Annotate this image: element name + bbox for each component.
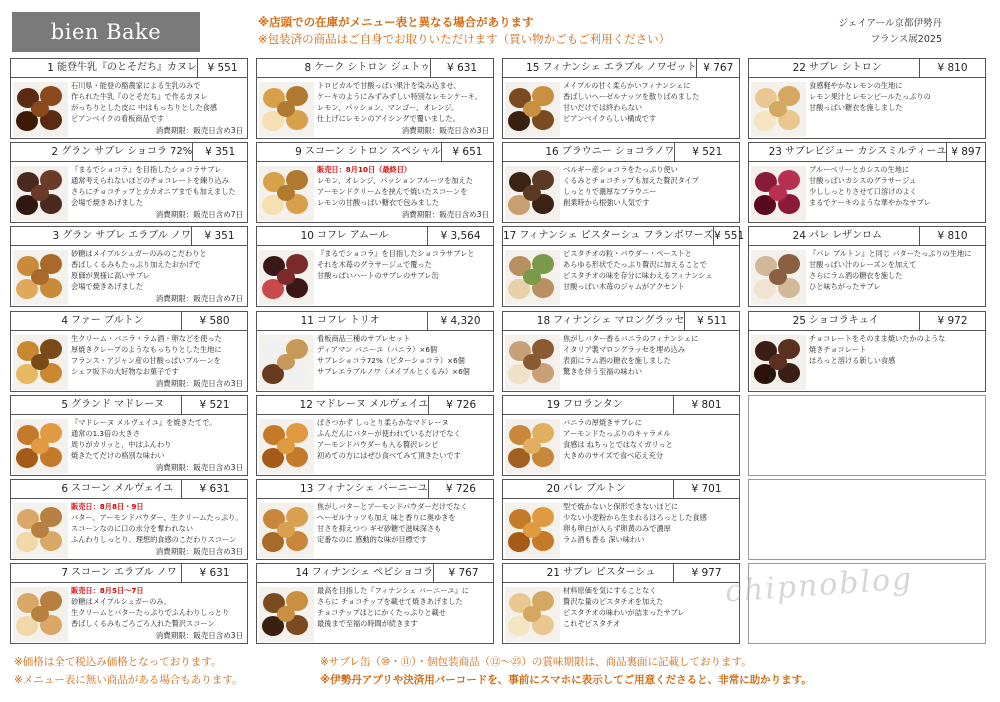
description-line: 砂糖はメイプルシュガーのみのこだわりと bbox=[71, 249, 207, 259]
item-header bbox=[503, 564, 739, 583]
item-number: 25 bbox=[792, 314, 806, 327]
description-line: ほろっと溶ける新しい食感 bbox=[809, 355, 896, 365]
item-name: ブラウニー ショコラノワ bbox=[561, 146, 675, 158]
item-price: ¥ 351 bbox=[191, 227, 247, 245]
item-description bbox=[71, 80, 243, 124]
expiry-note: 消費期限：販売日含め3日 bbox=[401, 126, 489, 135]
product-photo bbox=[13, 419, 68, 474]
item-name: ケーク シトロン ジュトゥ bbox=[314, 62, 431, 73]
item-header bbox=[257, 396, 493, 415]
item-description bbox=[563, 248, 735, 292]
item-description bbox=[809, 248, 981, 292]
product-photo bbox=[13, 82, 68, 137]
product-photo bbox=[751, 82, 806, 137]
description-line: 最後まで至福の時間が続きます bbox=[317, 619, 418, 629]
product-photo bbox=[13, 166, 68, 221]
product-photo bbox=[505, 250, 560, 305]
description-line: 『マドレーヌ メルヴェイユ』を焼きたてで。 bbox=[71, 417, 217, 427]
item-header bbox=[11, 396, 247, 415]
description-line: 型で焼かないと保形できないほどに bbox=[563, 502, 679, 511]
item-price: ¥ 651 bbox=[441, 143, 493, 161]
footer-expiry-note: ※サブレ缶（⑩・⑪）・個包装商品（⑫〜㉕）の賞味期限は、商品裏面に記載しております。 bbox=[320, 656, 752, 668]
item-header bbox=[503, 396, 739, 415]
description-line: しっとりで濃厚なブラウニー bbox=[563, 187, 657, 197]
item-header bbox=[749, 227, 985, 246]
item-description bbox=[317, 417, 489, 461]
menu-item bbox=[256, 479, 494, 560]
item-price: ¥ 977 bbox=[673, 564, 739, 582]
item-number: 2 bbox=[51, 146, 59, 159]
description-line: ふんわりしっとり、理想的食感のこだわりスコーン bbox=[71, 535, 237, 544]
empty-slot bbox=[748, 395, 986, 476]
footer-menu-note: ※メニュー表に無い商品がある場合もあります。 bbox=[14, 674, 243, 686]
description-line: ひと味ちがったサブレ bbox=[809, 282, 881, 292]
item-header bbox=[503, 59, 739, 78]
description-line: 甘酸っぱいハートのサブレのサブレ缶 bbox=[317, 271, 439, 281]
description-line: 原価が異様に高いサブレ bbox=[71, 271, 150, 281]
item-header bbox=[503, 312, 739, 331]
description-line: 甘酸っぱいカシスのグラサージュ bbox=[809, 176, 917, 186]
description-line: 会場で焼きあげました bbox=[71, 282, 143, 292]
item-header bbox=[503, 227, 745, 246]
description-line: メイプルの甘く柔らかいフィナンシェに bbox=[563, 81, 691, 90]
menu-item bbox=[10, 395, 248, 476]
item-number: 10 bbox=[300, 230, 314, 243]
item-price: ¥ 701 bbox=[673, 480, 739, 498]
item-price: ¥ 4,320 bbox=[427, 312, 493, 330]
item-name: フィナンシェ バーニーユ bbox=[316, 483, 428, 494]
item-price: ¥ 521 bbox=[181, 396, 247, 414]
product-photo bbox=[505, 419, 560, 474]
menu-item bbox=[10, 226, 248, 307]
menu-item bbox=[10, 563, 248, 644]
description-line: バター、アーモンドパウダー、生クリームたっぷり。 bbox=[71, 513, 243, 522]
description-line: 食感は ねちっとではなくガリっと bbox=[563, 439, 673, 449]
description-line: ビアンベイクの看板商品です bbox=[71, 114, 165, 123]
product-photo bbox=[259, 335, 314, 390]
product-photo bbox=[259, 503, 314, 558]
item-description bbox=[71, 585, 243, 629]
item-number: 11 bbox=[300, 314, 314, 327]
watermark: chipnoblog bbox=[724, 561, 915, 610]
notice-packaged: ※包装済の商品はご自身でお取りいただけます（買い物かごもご利用ください） bbox=[258, 32, 671, 46]
description-line: イタリア製マロングラッセを埋め込み bbox=[563, 344, 685, 354]
item-description bbox=[809, 333, 981, 366]
menu-item bbox=[748, 226, 986, 307]
product-photo bbox=[13, 335, 68, 390]
description-line: 焼きチョコレート bbox=[809, 344, 867, 354]
item-header bbox=[11, 227, 247, 246]
description-line: 食感軽やかなレモンの生地に bbox=[809, 81, 903, 90]
description-line: アーモンドたっぷりのキャラメル bbox=[563, 428, 671, 438]
item-number: 4 bbox=[61, 314, 68, 327]
description-line: レモンの甘酸っぱい糖衣で包みました bbox=[317, 198, 440, 208]
item-description bbox=[71, 164, 243, 208]
item-description bbox=[71, 333, 243, 377]
description-line: レモン、オレンジ、パッションフルーツを加えた bbox=[317, 176, 473, 186]
description-line: レモン果汁とレモンピールたっぷりの bbox=[809, 92, 931, 101]
item-header bbox=[11, 312, 247, 331]
product-photo bbox=[505, 503, 560, 558]
description-line: 甘酸っぱい汁のレーズンを加えて bbox=[809, 260, 917, 270]
description-line: 看板商品三種のサブレセット bbox=[317, 333, 411, 343]
expiry-note: 消費期限：販売日含め3日 bbox=[155, 126, 243, 135]
product-photo bbox=[751, 250, 806, 305]
description-line: くるみとチョコチップも加えた贅沢タイプ bbox=[563, 176, 699, 186]
item-price: ¥ 521 bbox=[674, 143, 739, 161]
item-name: ショコラキュイ bbox=[809, 314, 879, 326]
description-line: 卵も卵白が入らず卵黄のみで濃厚 bbox=[563, 524, 671, 533]
menu-item bbox=[748, 311, 986, 392]
description-line: ブルーベリーとカシスの生地に bbox=[809, 165, 910, 175]
description-line: 『まるでショコラ』を目指したショコラサブレと bbox=[317, 249, 475, 259]
description-line: 生クリームとバターたっぷりでふんわりしっとり bbox=[71, 608, 230, 618]
menu-item bbox=[10, 479, 248, 560]
item-description bbox=[317, 501, 489, 545]
menu-item bbox=[256, 142, 494, 223]
item-header bbox=[749, 59, 985, 78]
item-number: 12 bbox=[299, 398, 313, 411]
item-header bbox=[11, 143, 247, 162]
expiry-note: 消費期限：販売日含め3日 bbox=[401, 210, 489, 220]
item-name: グランド マドレーヌ bbox=[71, 398, 165, 410]
description-line: アーモンドクリームを挟んで焼いたスコーンを bbox=[317, 187, 468, 197]
description-line: さらに チョコチップを載せて焼きあげました bbox=[317, 597, 463, 607]
description-line: 創業時から根強い人気です bbox=[563, 198, 650, 208]
item-number: 5 bbox=[61, 398, 68, 411]
description-line: これぞピスタチオ bbox=[563, 619, 621, 629]
menu-item bbox=[502, 395, 740, 476]
product-photo bbox=[259, 166, 314, 221]
product-photo bbox=[505, 82, 560, 137]
description-line: 厚焼きクレープのようなもっちりとした生地に bbox=[71, 344, 222, 354]
description-line: 少ない小麦粉から生まれるほろっとした食感 bbox=[563, 513, 707, 522]
expiry-note: 消費期限：販売日含め3日 bbox=[155, 462, 243, 472]
item-price: ¥ 580 bbox=[181, 312, 247, 330]
description-line: ヘーゼルナッツも加え 味と香りに奥ゆきを bbox=[317, 513, 456, 522]
item-price: ¥ 551 bbox=[713, 227, 744, 245]
notice-block bbox=[258, 14, 670, 48]
item-number: 7 bbox=[61, 567, 68, 580]
item-header bbox=[257, 59, 493, 78]
product-photo bbox=[505, 335, 560, 390]
item-number: 22 bbox=[792, 62, 806, 74]
description-line: 周りがカリッと、中はふんわり bbox=[71, 439, 172, 449]
description-line: スコーンなのに口の水分を奪われない bbox=[71, 524, 194, 533]
item-description bbox=[317, 248, 489, 281]
item-price: ¥ 631 bbox=[430, 59, 493, 77]
item-name: パレ レザンロム bbox=[809, 230, 882, 242]
item-number: 1 bbox=[47, 62, 54, 74]
description-line: 甘酸っぱい木苺のジャムがアクセント bbox=[563, 282, 685, 292]
description-line: ピスタチオの粒・パウダー・ペーストと bbox=[563, 249, 692, 259]
menu-item bbox=[256, 395, 494, 476]
item-number: 13 bbox=[299, 483, 314, 495]
product-photo bbox=[259, 587, 314, 642]
menu-item bbox=[10, 311, 248, 392]
sale-date: 販売日：8月8日・9日 bbox=[71, 502, 144, 511]
item-name: スコーン エラブル ノワ bbox=[71, 567, 177, 579]
expiry-note: 消費期限：販売日含め7日 bbox=[155, 294, 243, 304]
description-line: ピスタチオの味わいが詰まったサブレ bbox=[563, 608, 685, 618]
item-header bbox=[11, 564, 247, 583]
expiry-note: 消費期限：販売日含め7日 bbox=[155, 210, 243, 220]
description-line: アーモンドパウダーも入る贅沢レシピ bbox=[317, 439, 439, 449]
footer-app-note: ※伊勢丹アプリや決済用バーコードを、事前にスマホに表示してご用意くださると、非常に助かります。 bbox=[320, 674, 812, 686]
menu-item bbox=[502, 311, 740, 392]
item-header bbox=[257, 143, 493, 162]
notice-stock: ※店頭での在庫がメニュー表と異なる場合があります bbox=[258, 15, 534, 29]
item-description bbox=[317, 585, 489, 629]
item-header bbox=[503, 143, 739, 162]
description-line: ぱさつかず しっとり柔らかなマドレーヌ bbox=[317, 417, 449, 427]
item-number: 18 bbox=[536, 314, 551, 327]
description-line: がっちりとした皮に 中はもっちりとした食感 bbox=[71, 103, 218, 112]
item-description bbox=[71, 417, 243, 461]
description-line: 最高を目指した『フィナンシェ バーニーユ』に bbox=[317, 586, 469, 596]
expiry-note: 消費期限：販売日含め3日 bbox=[155, 631, 243, 641]
item-price: ¥ 551 bbox=[197, 59, 247, 77]
item-price: ¥ 972 bbox=[919, 312, 985, 330]
description-line: 定番なのに 感動的な味が目標です bbox=[317, 535, 428, 544]
empty-slot bbox=[748, 479, 986, 560]
item-price: ¥ 726 bbox=[428, 480, 493, 498]
product-photo bbox=[751, 166, 806, 221]
expiry-note: 消費期限：販売日含め3日 bbox=[155, 378, 243, 388]
brand-logo: bien Bake bbox=[12, 12, 200, 52]
item-name: 能登牛乳『のとそだち』カヌレ bbox=[56, 62, 197, 73]
menu-item bbox=[256, 311, 494, 392]
description-line: ビアンベイクらしい構成です bbox=[563, 114, 657, 123]
description-line: 大きめのサイズで食べ応え充分 bbox=[563, 450, 664, 460]
item-description bbox=[71, 501, 243, 545]
item-header bbox=[749, 143, 985, 162]
item-name: パレ ブルトン bbox=[563, 483, 626, 494]
footer-left bbox=[14, 653, 242, 689]
description-line: 香ばしくるみもたっぷり加えたおかげで bbox=[71, 260, 201, 270]
description-line: 表面にラム酒の糖衣を施しました bbox=[563, 355, 671, 365]
description-line: 甘いだけでは終わらない bbox=[563, 103, 643, 112]
item-header bbox=[11, 480, 247, 499]
description-line: シェフ坂下の大好物なお菓子です bbox=[71, 366, 179, 376]
item-header bbox=[503, 480, 739, 499]
product-photo bbox=[259, 250, 314, 305]
item-number: 21 bbox=[546, 567, 560, 580]
item-number: 24 bbox=[792, 230, 806, 243]
description-line: さらにチョコチップとカカオニブまでも加えました bbox=[71, 187, 236, 197]
description-line: まるでケーキのような華やかなサブレ bbox=[809, 198, 931, 208]
product-photo bbox=[259, 82, 314, 137]
menu-item bbox=[502, 226, 745, 307]
item-number: 3 bbox=[52, 230, 60, 243]
description-line: 材料原価を気にすることなく bbox=[563, 586, 657, 596]
item-name: スコーン メルヴェイユ bbox=[71, 483, 174, 494]
item-price: ¥ 767 bbox=[433, 564, 493, 582]
expiry-note: 消費期限：販売日含め3日 bbox=[155, 547, 243, 556]
item-description bbox=[317, 164, 489, 208]
item-description bbox=[317, 80, 489, 124]
description-line: 作られた牛乳『のとそだち』で作るカヌレ bbox=[71, 92, 208, 101]
description-line: ふんだんにバターが使われているだけでなく bbox=[317, 428, 461, 438]
description-line: チョコチップはとにかくたっぷりと載せ bbox=[317, 608, 446, 618]
description-line: 贅沢な量のピスタチオを加えた bbox=[563, 597, 664, 607]
footer-right bbox=[320, 653, 812, 689]
item-description bbox=[563, 417, 735, 461]
item-name: フィナンシェ ピスターシュ フランボワーズ bbox=[519, 230, 714, 242]
description-line: さらにラム酒の糖衣を施した bbox=[809, 271, 903, 281]
description-line: 通常考えられないほどのチョコレートを練り込み bbox=[71, 176, 229, 186]
item-price: ¥ 351 bbox=[192, 143, 247, 161]
store-info bbox=[838, 16, 942, 48]
item-price: ¥ 810 bbox=[919, 227, 985, 245]
menu-item bbox=[502, 58, 740, 139]
item-name: ファー ブルトン bbox=[71, 314, 144, 326]
item-name: グラン サブレ エラブル ノワ bbox=[62, 230, 191, 242]
item-number: 23 bbox=[768, 146, 782, 159]
description-line: ベルギー産ショコラをたっぷり使い bbox=[563, 165, 678, 175]
description-line: 『まるでショコラ』を目指したショコラサブレ bbox=[71, 165, 222, 175]
item-name: スコーン シトロン スペシャル bbox=[304, 146, 441, 158]
item-number: 19 bbox=[546, 398, 560, 411]
description-line: 甘さを抑えつつ ギゼ砂糖で滋味深さも bbox=[317, 524, 442, 533]
event-name: フランス展2025 bbox=[870, 34, 942, 45]
item-number: 17 bbox=[503, 230, 517, 243]
item-header bbox=[11, 59, 247, 78]
item-name: フィナンシェ マロングラッセ bbox=[553, 314, 685, 326]
description-line: チョコレートをそのまま焼いたかのような bbox=[809, 333, 946, 343]
description-line: 会場で焼きあげました bbox=[71, 198, 143, 208]
item-header bbox=[257, 564, 493, 583]
item-name: コフレ トリオ bbox=[317, 314, 380, 326]
item-description bbox=[563, 164, 735, 208]
description-line: サブレエラブルノワ（メイプルとくるみ）×6個 bbox=[317, 366, 470, 376]
sale-date: 販売日：8月5日〜7日 bbox=[71, 586, 144, 596]
sale-date: 販売日：8月10日（最終日） bbox=[317, 165, 412, 175]
description-line: 『パレ ブルトン』と同じ バターたっぷりの生地に bbox=[809, 249, 972, 259]
item-price: ¥ 631 bbox=[181, 480, 247, 498]
description-line: 焼きたてだけの格別な味わい bbox=[71, 450, 165, 460]
item-description bbox=[317, 333, 489, 377]
menu-item bbox=[256, 58, 494, 139]
description-line: 焦がしバター香るバニラのフィナンシェに bbox=[563, 333, 699, 343]
description-line: サブレショコラ72%（ビターショコラ）×6個 bbox=[317, 355, 465, 365]
footer-tax-note: ※価格は全て税込み価格となっております。 bbox=[14, 656, 222, 668]
description-line: 焦がしバターとアーモンドパウダーだけでなく bbox=[317, 502, 468, 511]
menu-item bbox=[10, 142, 248, 223]
description-line: バニラの厚焼きサブレに bbox=[563, 417, 642, 427]
product-photo bbox=[751, 335, 806, 390]
description-line: 生クリーム・バニラ・ラム酒・卵などを使った bbox=[71, 333, 222, 343]
menu-item bbox=[502, 479, 740, 560]
item-name: マドレーヌ メルヴェイユ bbox=[315, 398, 429, 410]
item-number: 16 bbox=[545, 146, 559, 159]
description-line: レモン、パッション、マンゴー、オレンジ。 bbox=[317, 103, 459, 112]
item-name: フロランタン bbox=[563, 398, 623, 410]
description-line: 驚きを伴う至福の味わい bbox=[563, 366, 643, 376]
menu-item bbox=[256, 563, 494, 644]
description-line: それを木苺のグラサージュで覆った bbox=[317, 260, 432, 270]
description-line: 甘酸っぱい糖衣を施しました bbox=[809, 103, 903, 112]
description-line: ケーキのようにみずみずしい特別なレモンケーキ。 bbox=[317, 92, 482, 101]
item-number: 6 bbox=[61, 483, 68, 495]
product-photo bbox=[505, 166, 560, 221]
item-header bbox=[749, 312, 985, 331]
product-photo bbox=[13, 250, 68, 305]
item-price: ¥ 897 bbox=[946, 143, 985, 161]
item-number: 9 bbox=[295, 146, 302, 159]
item-name: コフレ アムール bbox=[317, 230, 389, 242]
item-price: ¥ 801 bbox=[673, 396, 739, 414]
description-line: トロピカルで甘酸っぱい果汁を染み込ませ、 bbox=[317, 81, 461, 90]
menu-item bbox=[502, 563, 740, 644]
menu-item bbox=[748, 142, 986, 223]
description-line: フランス・アジャン産の甘酸っぱいプルーンを bbox=[71, 355, 221, 365]
menu-item bbox=[10, 58, 248, 139]
item-description bbox=[563, 585, 735, 629]
item-price: ¥ 726 bbox=[428, 396, 493, 414]
item-price: ¥ 810 bbox=[919, 59, 985, 77]
item-header bbox=[257, 480, 493, 499]
item-price: ¥ 631 bbox=[181, 564, 247, 582]
item-description bbox=[71, 248, 243, 292]
item-number: 14 bbox=[295, 567, 309, 580]
item-header bbox=[257, 227, 493, 246]
item-number: 20 bbox=[546, 483, 560, 495]
description-line: 通常の1.3倍の大きさ bbox=[71, 428, 140, 438]
product-photo bbox=[505, 587, 560, 642]
menu-item bbox=[502, 142, 740, 223]
description-line: 香ばしいヘーゼルナッツを散りばめました bbox=[563, 92, 700, 101]
description-line: ラム酒も香る 深い味わい bbox=[563, 535, 645, 544]
description-line: 仕上げにレモンのアイシングで覆いました。 bbox=[317, 114, 460, 123]
description-line: 初めての方にはぜひ食べてみて頂きたいです bbox=[317, 450, 461, 460]
item-name: グラン サブレ ショコラ 72% bbox=[61, 146, 193, 158]
description-line: 砂糖はメイプルシュガーのみ。 bbox=[71, 597, 172, 607]
item-header bbox=[257, 312, 493, 331]
item-number: 8 bbox=[304, 62, 312, 74]
description-line: あらゆる形状でたっぷり贅沢に加えることで bbox=[563, 260, 707, 270]
product-photo bbox=[13, 503, 68, 558]
description-line: 石川県・能登の酪農家による生乳のみで bbox=[71, 81, 201, 90]
menu-grid bbox=[10, 58, 992, 642]
item-price: ¥ 767 bbox=[696, 59, 739, 77]
item-name: サブレビジュー カシスミルティーユ bbox=[784, 146, 947, 158]
item-price: ¥ 511 bbox=[684, 312, 739, 330]
item-name: フィナンシェ ペピショコラ bbox=[311, 567, 433, 579]
description-line: ピスタチオの味を存分に味わえるフィナンシェ bbox=[563, 271, 713, 281]
item-name: フィナンシェ エラブル ノワゼット bbox=[542, 62, 697, 73]
item-description bbox=[809, 80, 981, 113]
item-number: 15 bbox=[526, 62, 540, 74]
item-name: サブレ シトロン bbox=[809, 62, 882, 73]
item-name: サブレ ピスターシュ bbox=[563, 567, 656, 579]
item-description bbox=[563, 501, 735, 545]
description-line: ディアマン バニーユ（バニラ）×6個 bbox=[317, 344, 438, 354]
item-description bbox=[563, 80, 735, 124]
item-description bbox=[563, 333, 735, 377]
menu-item bbox=[256, 226, 494, 307]
store-name: ジェイアール京都伊勢丹 bbox=[838, 18, 942, 29]
item-description bbox=[809, 164, 981, 208]
product-photo bbox=[259, 419, 314, 474]
product-photo bbox=[13, 587, 68, 642]
description-line: 少ししっとりさせて口溶けのよく bbox=[809, 187, 917, 197]
menu-item bbox=[748, 58, 986, 139]
item-price: ¥ 3,564 bbox=[427, 227, 493, 245]
description-line: 香ばしくるみもごろごろ入れた贅沢スコーン bbox=[71, 619, 215, 629]
